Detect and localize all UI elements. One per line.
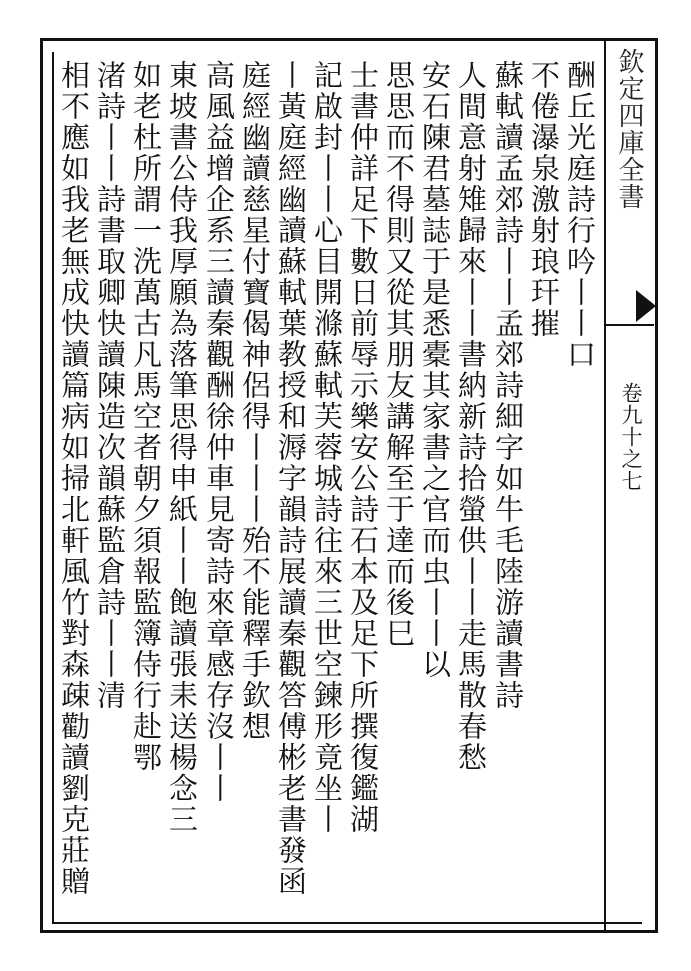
text-column-11: 高風益增企系三讀秦觀酬徐仲車見寄詩來章感存沒丨丨: [202, 60, 236, 804]
text-column-5: 安石陳君墓誌于是悉橐其家書之官而⾍丨丨以: [418, 60, 452, 680]
volume-label: 卷九十之七: [619, 382, 643, 492]
text-column-13: 如老杜所謂一洗萬古凡馬空者朝夕須報監簿侍行赴鄂: [129, 60, 163, 773]
text-column-10: 庭經幽讀慈星付寶偈神侶得丨丨丨殆不能釋手欽想: [238, 60, 272, 742]
text-column-12: 東坡書公侍我厚願為落筆思得申紙丨丨飽讀張耒送楊念三: [165, 60, 199, 835]
margin-divider: [604, 324, 654, 326]
text-column-8: 記啟封丨丨心目開滌蘇軾芙蓉城詩往來三世空鍊形竟坐丨: [310, 60, 344, 835]
text-column-14: 渚詩丨丨詩書取卿快讀陳造次韻蘇監倉詩丨丨清: [93, 60, 127, 711]
text-column-9: 丨黃庭經幽讀蘇軾葉教授和溽字韻詩展讀秦觀答傅彬老書發函: [274, 60, 308, 897]
text-column-4: 人間意射雉歸來丨丨書納新詩拾螢供丨丨走馬散春愁: [454, 60, 488, 773]
text-column-15: 相不應如我老無成快讀篇病如掃北軒風竹對森疎勸讀劉克莊贈: [57, 60, 91, 897]
text-column-2: 不倦瀑泉激射琅玕摧: [527, 60, 561, 339]
text-column-1: 酬丘光庭詩行吟丨丨口: [563, 60, 597, 370]
text-column-7: 士書仲詳足下數日前辱示樂安公詩石本及足下所撰復鑑湖: [346, 60, 380, 835]
text-column-3: 蘇軾讀孟郊詩丨丨孟郊詩細字如牛毛陸游讀書詩: [491, 60, 525, 711]
fishtail-mark-icon: [636, 290, 656, 322]
book-title: 欽定四庫全書: [614, 48, 644, 210]
text-column-6: 思思而不得則又從其朋友講解至于達而後巳: [382, 60, 416, 649]
